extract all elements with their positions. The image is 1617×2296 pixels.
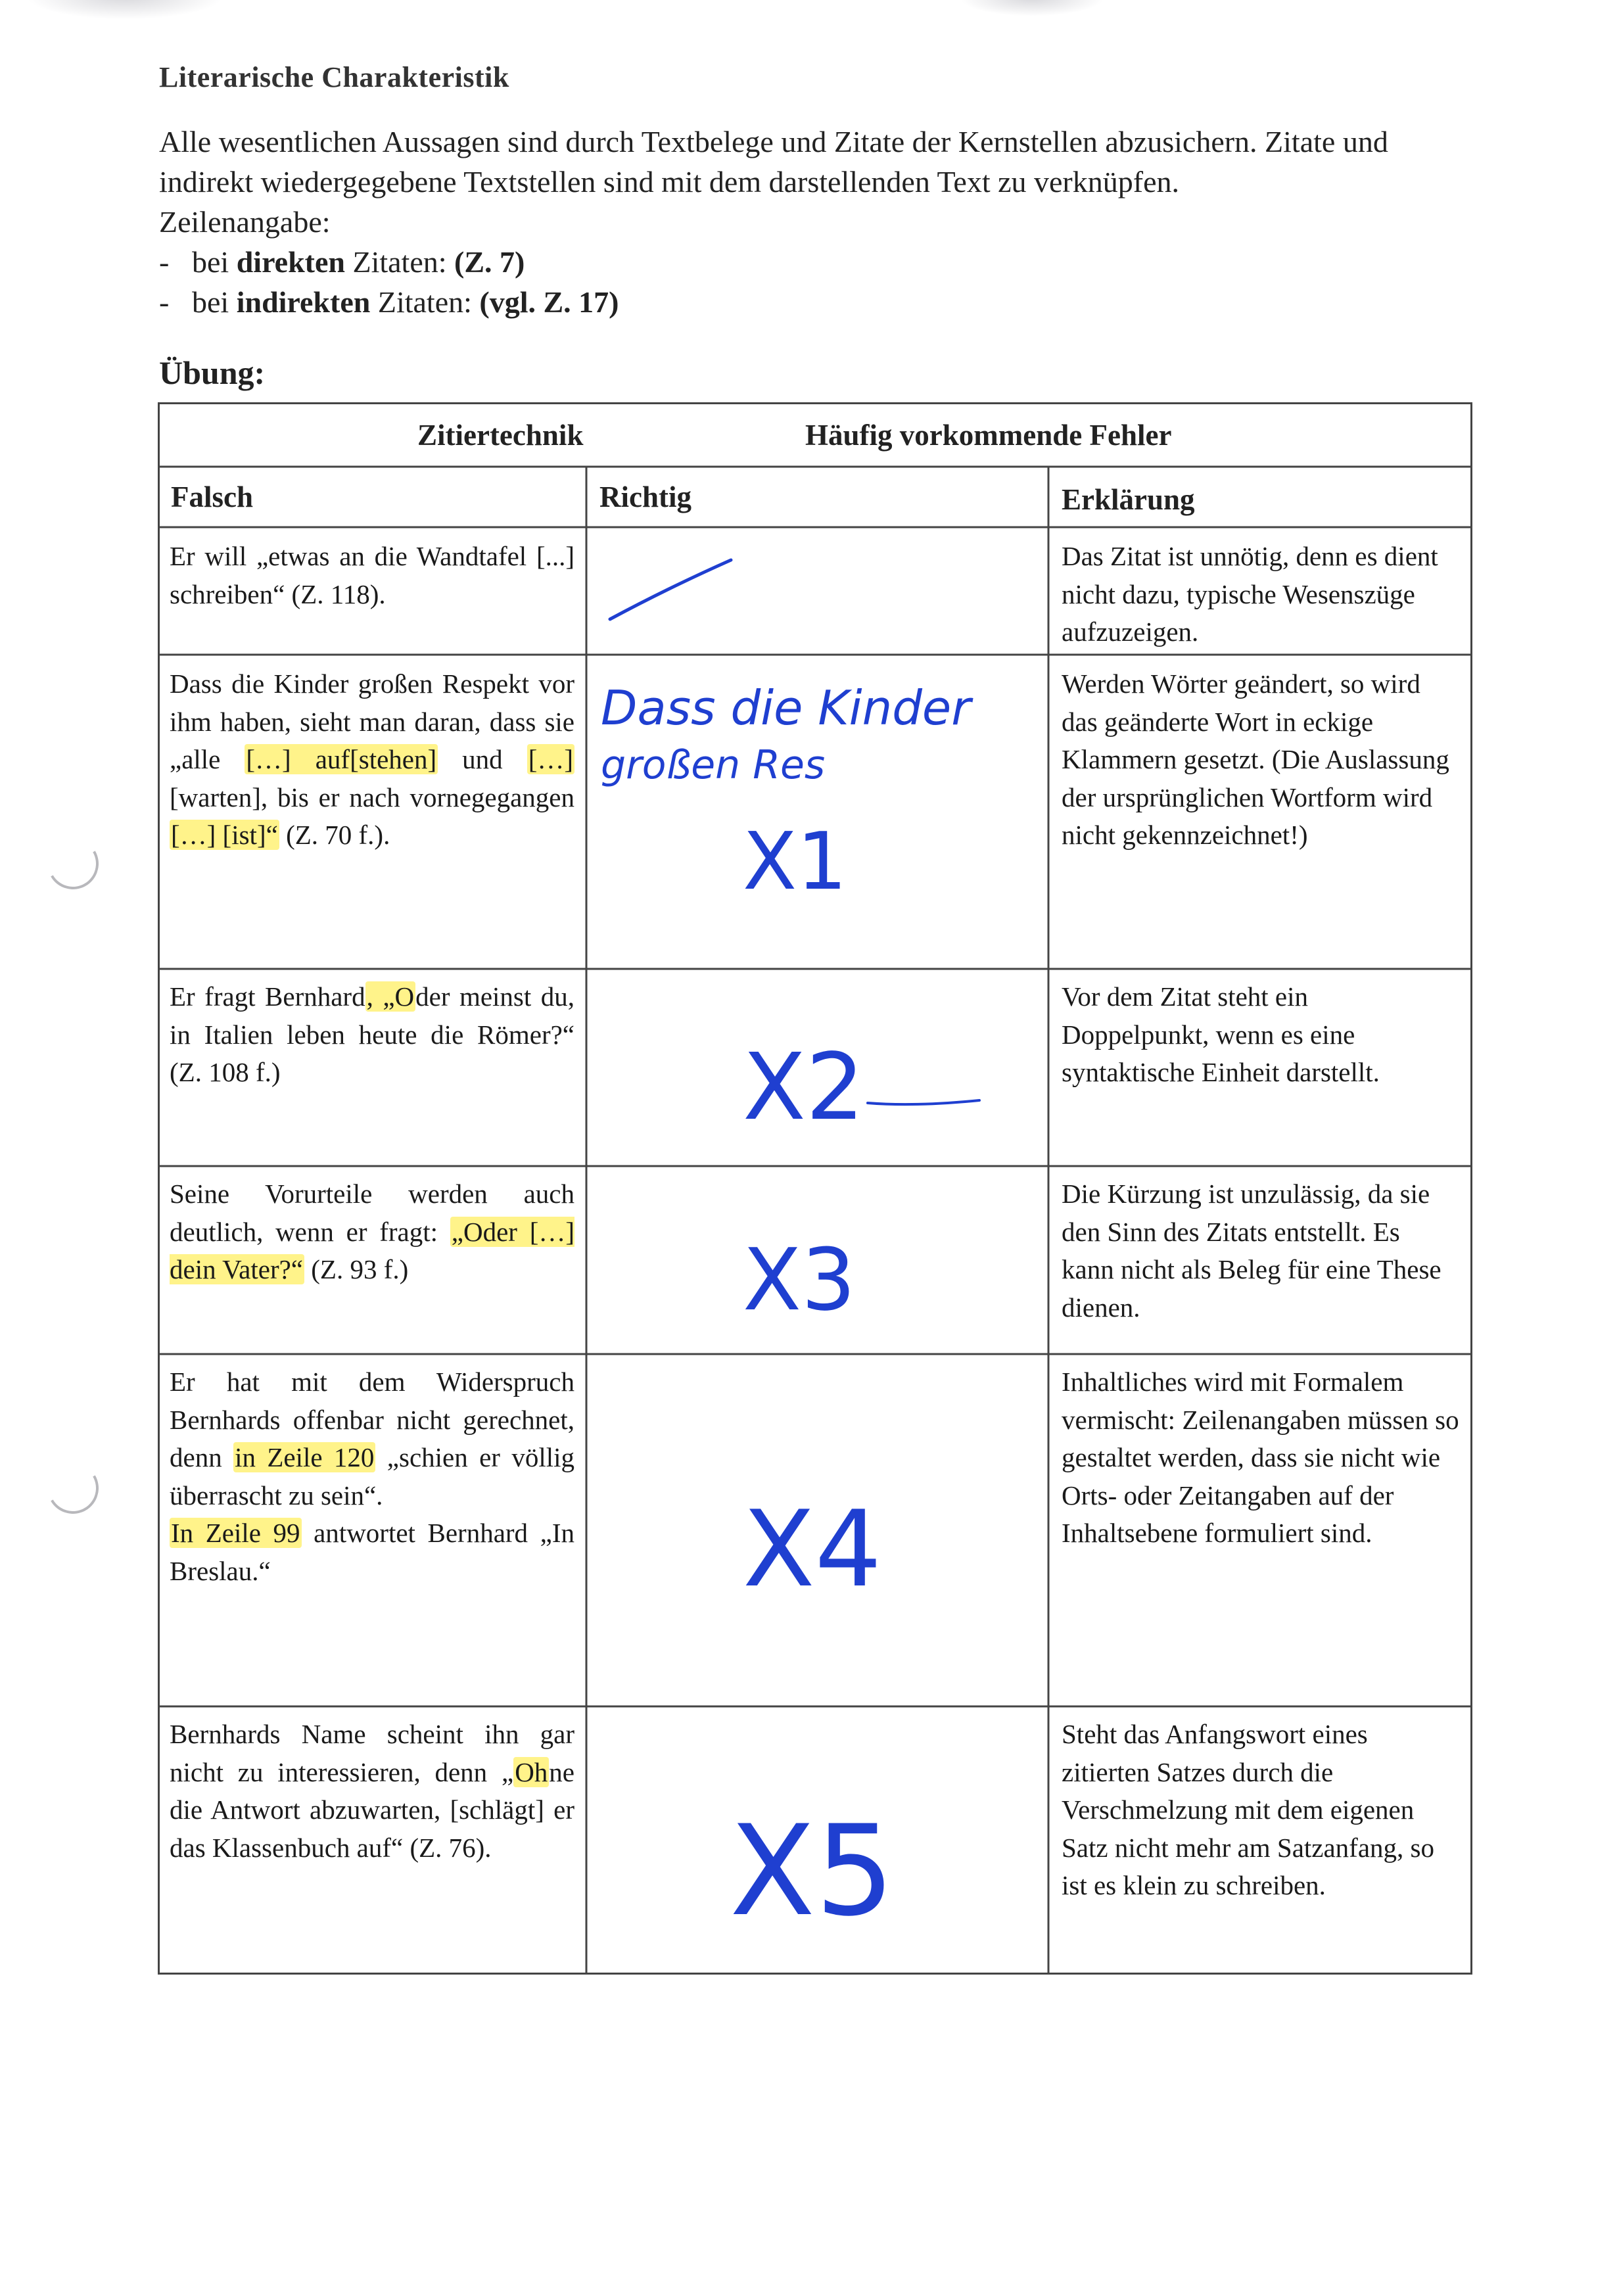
bullet-direct <box>159 242 1461 282</box>
highlight: […] [ist]“ <box>171 820 278 850</box>
highlight: […] <box>528 744 573 774</box>
bullet-post: Zitaten: <box>370 285 480 319</box>
bullet-post: Zitaten: <box>344 245 455 279</box>
falsch-text: Er hat mit dem Widerspruch Bernhards offenbar nicht gerechnet, denn <box>170 1367 574 1472</box>
erklaerung-cell-4: Die Kürzung ist unzulässig, da sie den Sinn des Zitats entstellt. Es kann nicht als Beleg für eine These dienen. <box>1062 1179 1441 1323</box>
handwritten-mark: X4 <box>743 1488 882 1610</box>
exercise-heading: Übung: <box>159 354 266 391</box>
handwritten-line: Dass die Kinder <box>601 680 971 736</box>
bullet-dash: - <box>159 285 170 319</box>
scan-shadow <box>26 0 223 20</box>
handwritten-line: großen Res <box>601 742 826 788</box>
header-fehler: Häufig vorkommende Fehler <box>805 419 1172 452</box>
falsch-text: ne die Antwort abzuwarten, [schlägt] er das Klassenbuch auf“ (Z. 76). <box>170 1756 574 1863</box>
bullet-bold: direkten <box>236 245 345 279</box>
handwritten-answer-3 <box>611 1184 1006 1355</box>
pen-stroke-slash <box>605 555 736 627</box>
handwritten-mark: X1 <box>743 816 847 908</box>
handwritten-mark: X2 <box>743 1034 864 1141</box>
bullet-pre: bei <box>192 285 237 319</box>
column-erklaerung: Erklärung <box>1062 483 1195 516</box>
erklaerung-cell-3: Vor dem Zitat steht ein Doppelpunkt, wenn es eine syntaktische Einheit darstellt. <box>1062 981 1380 1087</box>
handwritten-answer-5 <box>605 1723 999 1960</box>
column-richtig: Richtig <box>599 480 691 513</box>
falsch-text: Seine Vorurteile werden auch deutlich, wenn er fragt: <box>170 1179 574 1247</box>
punch-hole <box>41 832 105 895</box>
handwritten-answer-2 <box>611 987 1006 1158</box>
erklaerung-cell-1: Das Zitat ist unnötig, denn es dient nicht dazu, typische Wesenszüge aufzuzeigen. <box>1062 541 1438 647</box>
erklaerung-cell-2: Werden Wörter geändert, so wird das geänderte Wort in eckige Klammern gesetzt. (Die Auslassung der ursprünglichen Wortform wird nicht gekennzeichnet!) <box>1062 668 1449 850</box>
highlight: , „O <box>366 981 415 1012</box>
bullet-dash: - <box>159 245 170 279</box>
falsch-text: Bernhards Name scheint ihn gar nicht zu interessieren, denn „ <box>170 1719 574 1787</box>
falsch-cell-4 <box>170 1175 574 1289</box>
highlight: „Oder […] dein Vater?“ <box>170 1216 574 1284</box>
erklaerung-cell-5: Inhaltliches wird mit Formalem vermischt: Zeilenangaben müssen so gestaltet werden, dass sie nicht wie Orts- oder Zeitangaben auf der Inhaltsebene formuliert sind. <box>1062 1367 1459 1548</box>
falsch-text: „schien er völlig überrascht zu sein“. <box>170 1442 575 1511</box>
scan-shadow <box>960 0 1104 16</box>
handwritten-mark: X5 <box>730 1798 895 1944</box>
bullet-pre: bei <box>192 245 237 279</box>
falsch-text: Er will „etwas an die Wandtafel [...] schreiben“ (Z. 118). <box>170 541 574 609</box>
bullet-text <box>192 282 619 322</box>
falsch-cell-1 <box>170 538 574 613</box>
falsch-text: (Z. 93 f.) <box>304 1254 409 1284</box>
erklaerung-cell-6: Steht das Anfangswort eines zitierten Satzes durch die Verschmelzung mit dem eigenen Satz nicht mehr am Satzanfang, so ist es klein zu schreiben. <box>1062 1719 1434 1900</box>
falsch-text: Dass die Kinder großen Respekt vor ihm haben, sieht man daran, dass sie „alle <box>170 668 574 774</box>
column-falsch: Falsch <box>171 480 254 513</box>
intro-block <box>159 122 1461 322</box>
document-title: Literarische Charakteristik <box>159 61 509 93</box>
falsch-cell-5 <box>170 1363 574 1590</box>
falsch-text: Er fragt Bernhard <box>170 981 365 1012</box>
punch-hole <box>41 1457 105 1520</box>
handwritten-answer-4 <box>611 1421 1006 1658</box>
highlight: […] auf[stehen] <box>246 744 437 774</box>
intro-paragraph: Alle wesentlichen Aussagen sind durch Textbelege und Zitate der Kernstellen abzusichern. Zitate und indirekt wiedergegebene Textstellen sind mit dem darstellenden Text zu verknüpfen. <box>159 125 1388 199</box>
highlight: In Zeile 99 <box>171 1518 300 1548</box>
bullet-bold: indirekten <box>236 285 371 319</box>
handwritten-answer-1 <box>592 665 1025 928</box>
header-zitiertechnik: Zitiertechnik <box>417 419 584 452</box>
bullet-ref: (vgl. Z. 17) <box>479 285 619 319</box>
highlight: in Zeile 120 <box>235 1442 375 1472</box>
bullet-ref: (Z. 7) <box>454 245 525 279</box>
falsch-text: der meinst du, in Italien leben heute die Römer?“ (Z. 108 f.) <box>170 981 574 1087</box>
falsch-cell-2 <box>170 665 574 855</box>
exercise-table <box>158 402 1472 1975</box>
line-label: Zeilenangabe: <box>159 205 331 239</box>
falsch-text: antwortet Bernhard „In Breslau.“ <box>170 1518 574 1586</box>
falsch-text: (Z. 70 f.). <box>279 820 390 850</box>
highlight: Oh <box>515 1756 548 1787</box>
handwritten-mark: X3 <box>743 1230 856 1330</box>
falsch-cell-6 <box>170 1716 574 1867</box>
falsch-text: und <box>438 744 527 774</box>
falsch-text: [warten], bis er nach vornegegangen <box>170 782 574 812</box>
bullet-indirect <box>159 282 1461 322</box>
falsch-cell-3 <box>170 978 574 1092</box>
bullet-text <box>192 242 525 282</box>
